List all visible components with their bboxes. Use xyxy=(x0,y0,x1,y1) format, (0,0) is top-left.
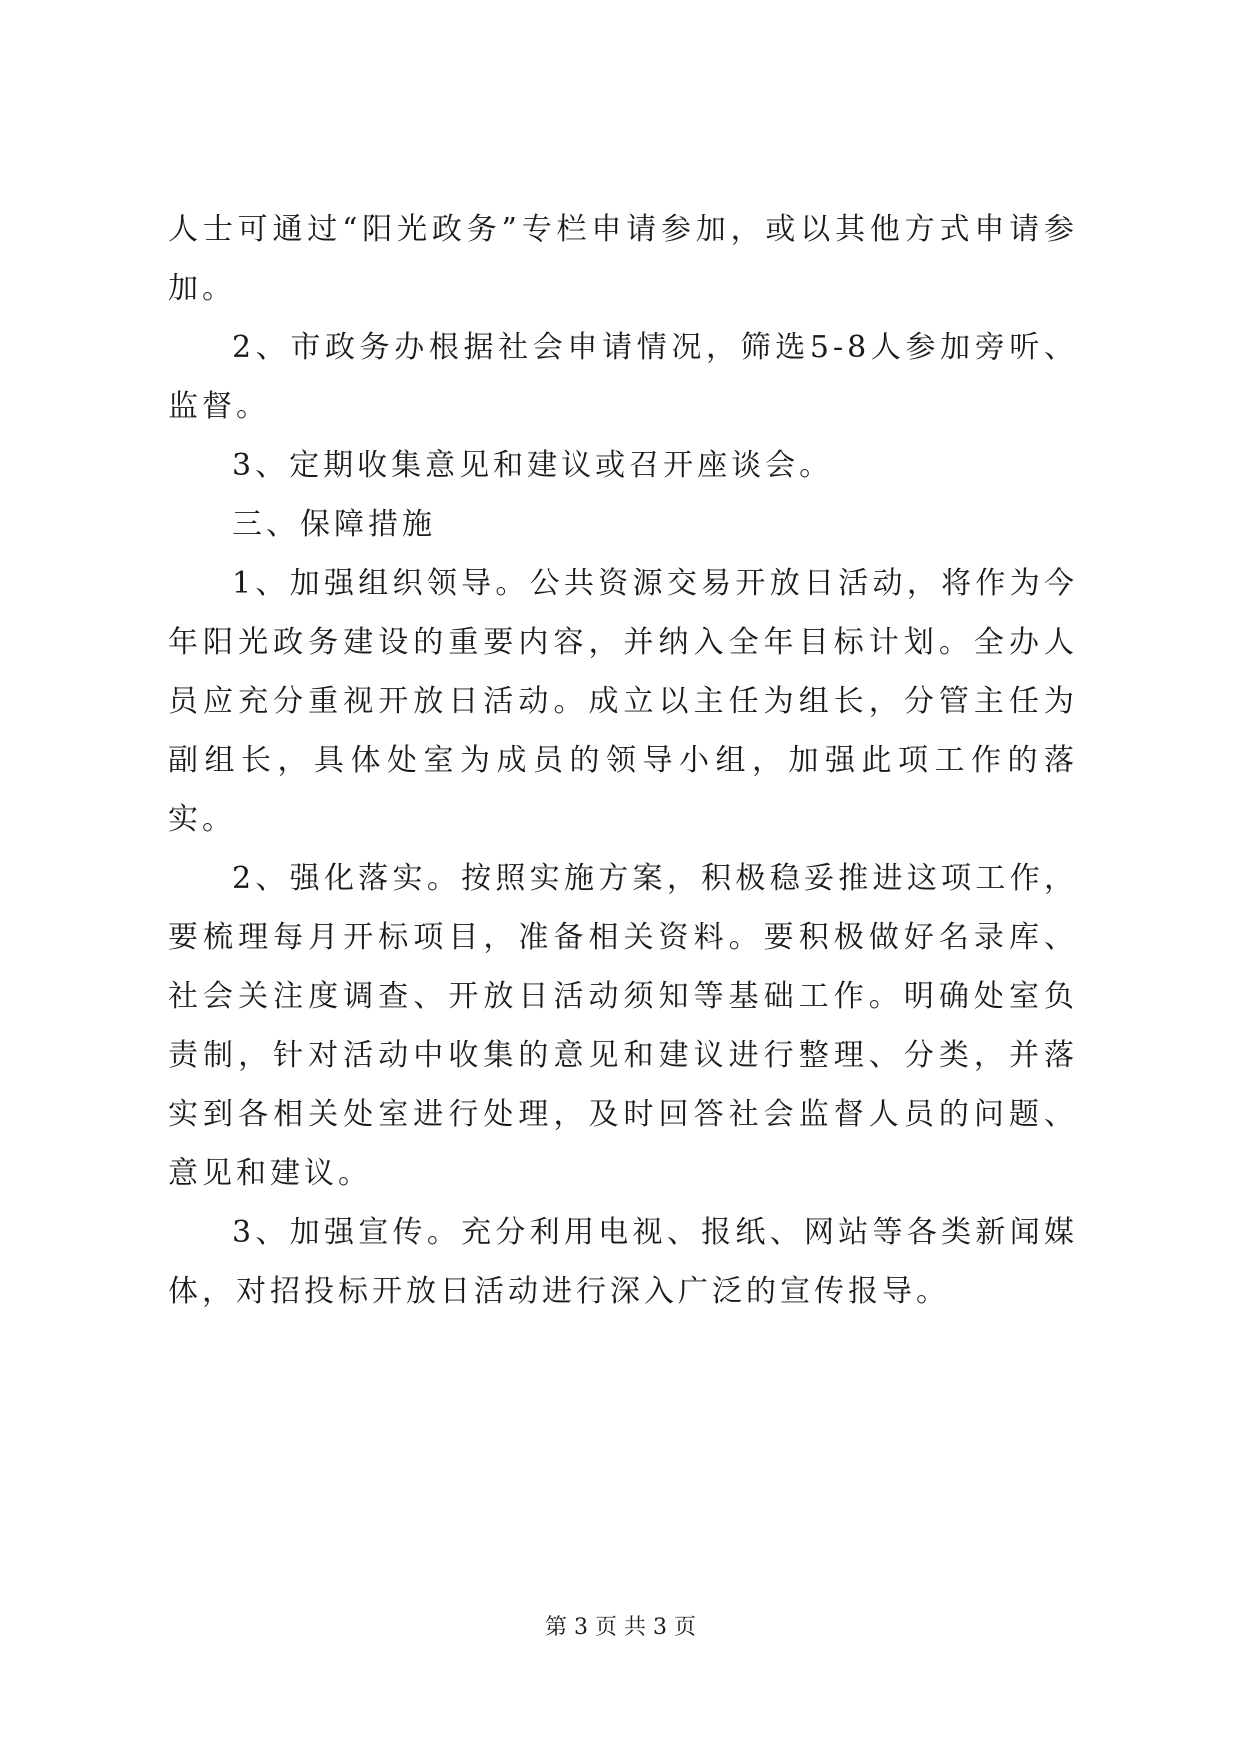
section-heading: 三、保障措施 xyxy=(232,507,436,542)
paragraph-measure-3: 3、加强宣传。充分利用电视、报纸、网站等各类新闻媒体，对招投标开放日活动进行深入广泛的宣传报导。 xyxy=(168,1215,1078,1309)
paragraph-measure-2: 2、强化落实。按照实施方案，积极稳妥推进这项工作，要梳理每月开标项目，准备相关资料。要积极做好名录库、社会关注度调查、开放日活动须知等基础工作。明确处室负责制，针对活动中收集的意见和建议进行整理、分类，并落实到各相关处室进行处理，及时回答社会监督人员的问题、意见和建议。 xyxy=(168,861,1078,1191)
paragraph-continuation: 人士可通过“阳光政务”专栏申请参加，或以其他方式申请参加。 xyxy=(168,212,1078,306)
page-number-footer: 第 3 页 共 3 页 xyxy=(545,1615,696,1640)
paragraph-item-3: 3、定期收集意见和建议或召开座谈会。 xyxy=(232,448,834,483)
document-body xyxy=(168,200,1078,1321)
paragraph-item-2: 2、市政务办根据社会申请情况，筛选5-8人参加旁听、监督。 xyxy=(168,330,1078,424)
paragraph-measure-1: 1、加强组织领导。公共资源交易开放日活动，将作为今年阳光政务建设的重要内容，并纳入全年目标计划。全办人员应充分重视开放日活动。成立以主任为组长，分管主任为副组长，具体处室为成员的领导小组，加强此项工作的落实。 xyxy=(168,566,1078,837)
